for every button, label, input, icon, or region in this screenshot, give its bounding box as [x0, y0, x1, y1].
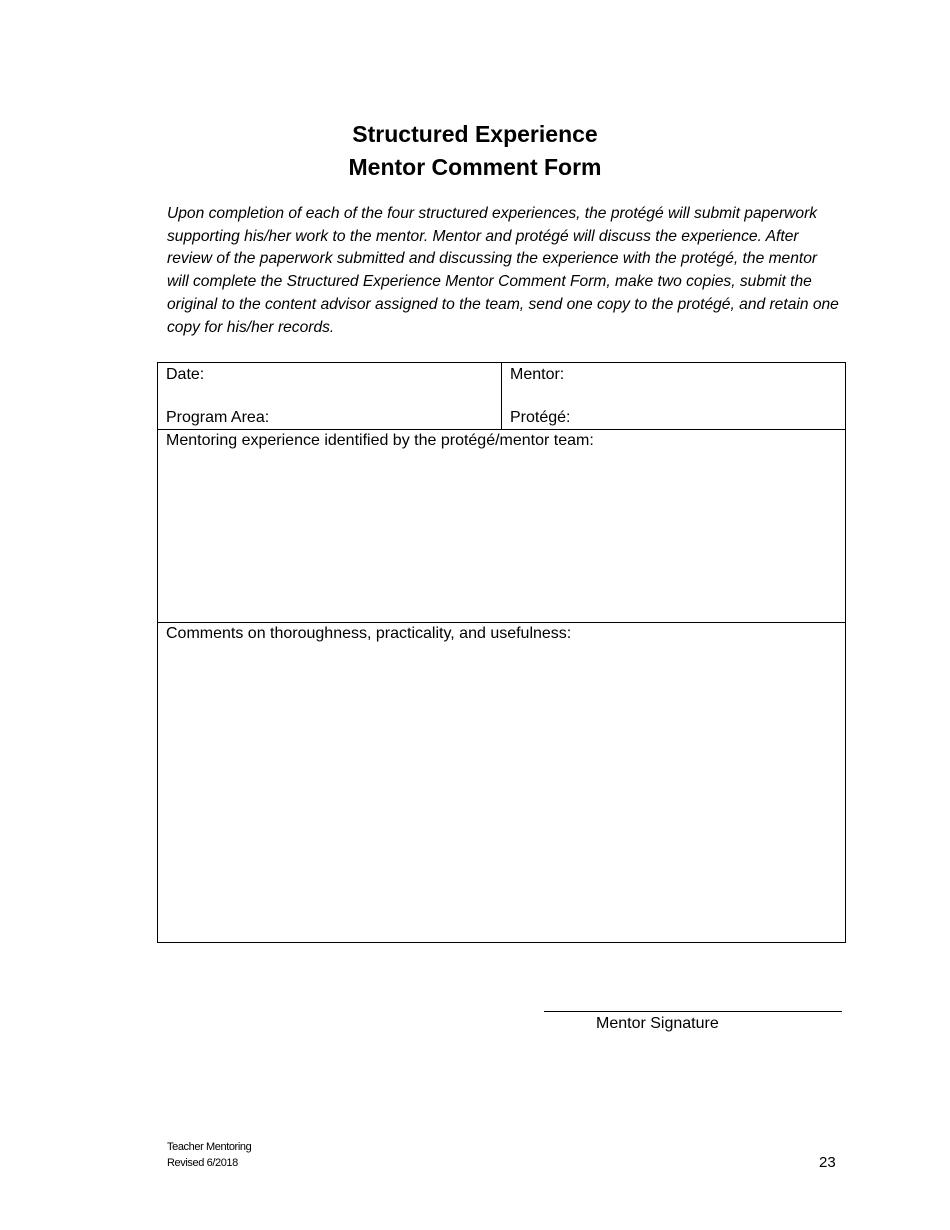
- comments-label: Comments on thoroughness, practicality, and usefulness:: [166, 625, 572, 642]
- mentoring-experience-field[interactable]: [158, 430, 845, 623]
- signature-line[interactable]: [544, 1011, 842, 1012]
- mentor-label: Mentor:: [510, 366, 565, 383]
- footer-info: [167, 1139, 251, 1171]
- comment-form-table: [157, 362, 846, 943]
- program-area-label: Program Area:: [166, 409, 270, 426]
- form-title-line-1: Structured Experience: [352, 121, 598, 147]
- intro-paragraph: Upon completion of each of the four structured experiences, the protégé will submit paperwork supporting his/her work to the mentor. Mentor and protégé will discuss the experience. After review of the paperwork submitted and discussing the experience with the protégé, the mentor will complete the Structured Experience Mentor Comment Form, make two copies, submit the original to the content advisor assigned to the team, send one copy to the protégé, and retain one copy for his/her records.: [167, 205, 839, 336]
- form-title-line-2: Mentor Comment Form: [348, 154, 602, 180]
- comments-field[interactable]: [158, 623, 845, 942]
- footer-program-name: Teacher Mentoring: [167, 1141, 252, 1153]
- mentor-protege-cell[interactable]: [502, 363, 845, 429]
- mentoring-experience-label: Mentoring experience identified by the protégé/mentor team:: [166, 432, 594, 449]
- signature-label: Mentor Signature: [596, 1015, 719, 1032]
- footer-revision-date: Revised 6/2018: [167, 1157, 238, 1169]
- date-label: Date:: [166, 366, 205, 383]
- protege-label: Protégé:: [510, 409, 571, 426]
- page-number: 23: [819, 1154, 836, 1171]
- date-program-cell[interactable]: [158, 363, 502, 429]
- header-row: [158, 363, 845, 430]
